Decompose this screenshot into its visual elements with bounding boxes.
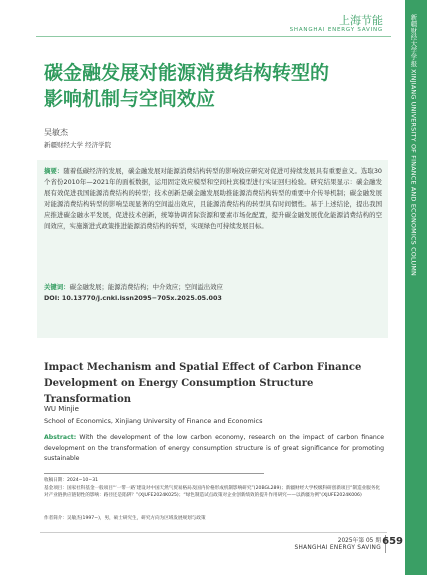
- footnote-author-info: 作者简介：吴敏杰(1997−)，男，硕士研究生，研究方向为区域发展规划与政策: [44, 516, 206, 521]
- abstract-label: 摘要：: [44, 167, 64, 175]
- page-footer-divider: [40, 532, 387, 533]
- keywords-label: 关键词：: [44, 283, 70, 291]
- english-author: WU Minjie: [44, 405, 79, 413]
- section-header-cn: 上海节能: [339, 14, 383, 27]
- english-title: Impact Mechanism and Spatial Effect of Carbon Finance Development on Energy Consumption Structure Transformation: [44, 362, 362, 405]
- english-abstract-text: With the development of the low carbon economy, research on the impact of carbon finance development on the transformation of energy consumption structure is of great significance for promoting sustainable: [44, 434, 385, 462]
- footnote-received: 收稿日期：2024−10−31: [44, 478, 99, 483]
- title-line-2: 影响机制与空间效应: [44, 88, 216, 110]
- header-divider: [36, 36, 391, 37]
- journal-name-en: SHANGHAI ENERGY SAVING: [294, 545, 381, 551]
- english-abstract-label: Abstract:: [44, 434, 77, 441]
- section-header-en: SHANGHAI ENERGY SAVING: [289, 27, 383, 33]
- doi: DOI: 10.13770/j.cnki.issn2095−705x.2025.05.003: [44, 294, 222, 302]
- footnote-divider: [44, 473, 264, 474]
- english-abstract: [44, 433, 384, 465]
- page-number: 659: [382, 536, 403, 547]
- issue-label: 2025年第 05 期: [337, 538, 381, 544]
- title-line-1: 碳金融发展对能源消费结构转型的: [44, 62, 330, 84]
- keywords-text: 碳金融发展；能源消费结构；中介效应；空间溢出效应: [69, 283, 223, 291]
- side-band-text: 新疆财经大学学报 XINJIANG UNIVERSITY OF FINANCE AND ECONOMICS COLUMN: [409, 14, 418, 277]
- abstract: [44, 166, 382, 233]
- footnote-fund: 基金项目：国家社科基金一般项目“‘一带一路’建设对中国天然气贸易格局及国内价格形成机制影响研究”(20BGL289)；新疆财经大学校级科研创新项目“制造业服务化对产业链供应链韧性的影响：路径还是陷阱？”(XJUFE2024K025)；“绿色制造试点政策对企业创新绩效的提升作用研究——以新疆为例”(XJUFE2024K006): [44, 486, 381, 499]
- english-affiliation: School of Economics, Xinjiang University of Finance and Economics: [44, 417, 263, 425]
- paper-title: [44, 60, 374, 112]
- keywords: [44, 282, 223, 291]
- journal-side-band: [405, 0, 427, 575]
- author-name: 吴敏杰: [44, 128, 68, 137]
- author-affiliation: 新疆财经大学 经济学院: [44, 141, 112, 149]
- abstract-text: 随着低碳经济的发展，碳金融发展对能源消费结构转型的影响效应研究对促进可持续发展具有重要意义。选取30个省份2010年—2021年的面板数据，运用固定效应模型和空间杜宾模型进行实证回归检验。研究结果显示：碳金融发展有效促进我国能源消费结构的转型；技术创新是碳金融发展助推能源消费结构转型的重要中介传导机制；碳金融发展对能源消费结构转型的影响呈现显著的空间溢出效应，且能源消费结构的转型具有时间惯性。基于上述结论，提出我国应推进碳金融水平发展，促进技术创新，统筹协调省际资源和要素市场化配置，提升碳金融发展优化能源消费结构的空间效应，实施渐进式政策推进能源消费结构的转型，实现绿色可持续发展目标。: [44, 167, 382, 231]
